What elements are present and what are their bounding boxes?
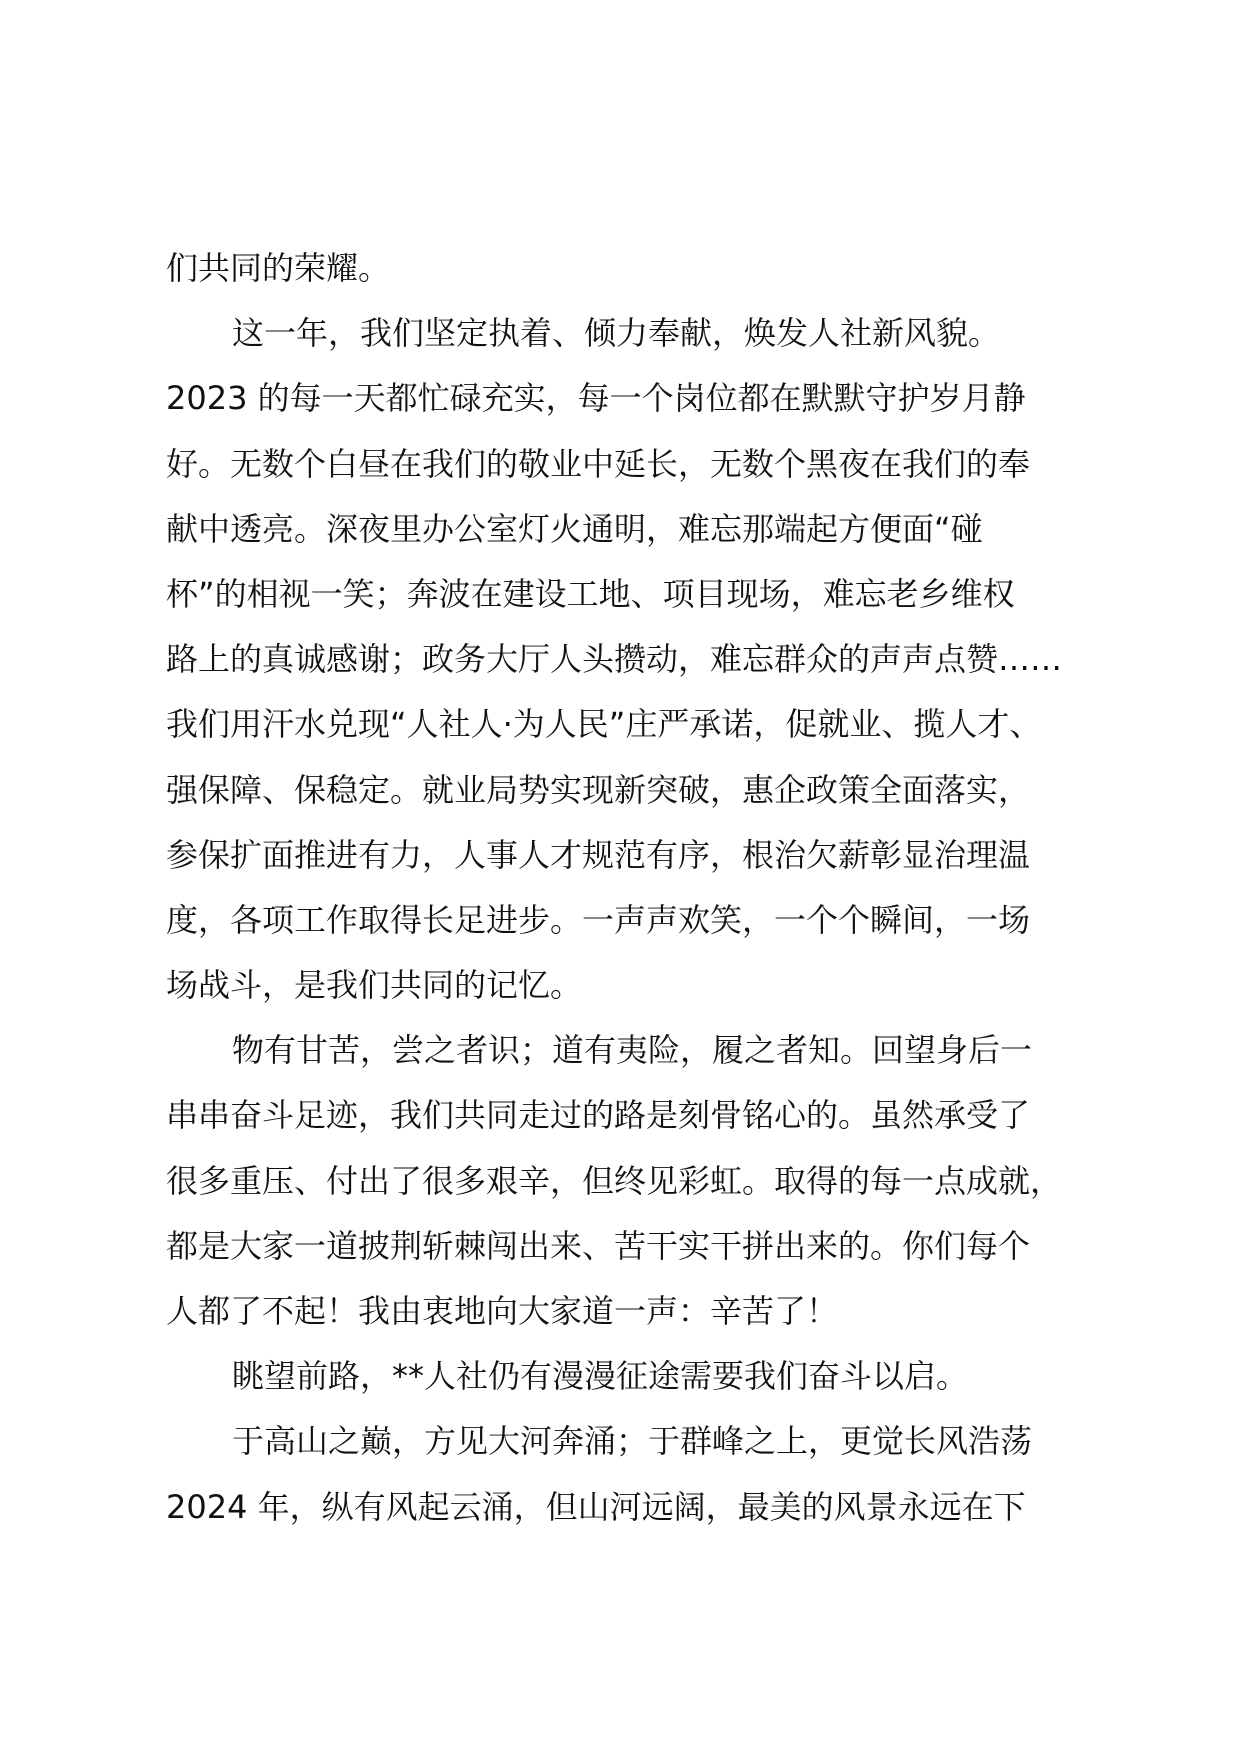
text-line: 好。无数个白昼在我们的敬业中延长，无数个黑夜在我们的奉 bbox=[166, 444, 1031, 483]
text-line: 献中透亮。深夜里办公室灯火通明，难忘那端起方便面“碰 bbox=[166, 509, 983, 548]
text-line: 于高山之巅，方见大河奔涌；于群峰之上，更觉长风浩荡 bbox=[232, 1422, 1033, 1461]
text-line: 强保障、保稳定。就业局势实现新突破，惠企政策全面落实， bbox=[166, 770, 1031, 809]
text-line: 物有甘苦，尝之者识；道有夷险，履之者知。回望身后一 bbox=[232, 1031, 1033, 1070]
text-line: 参保扩面推进有力，人事人才规范有序，根治欠薪彰显治理温 bbox=[166, 835, 1031, 874]
text-line: 人都了不起！我由衷地向大家道一声：辛苦了！ bbox=[166, 1292, 839, 1330]
text-line: 眺望前路，**人社仍有漫漫征途需要我们奋斗以启。 bbox=[232, 1357, 969, 1396]
text-line: 场战斗，是我们共同的记忆。 bbox=[166, 966, 583, 1005]
text-line: 2023 的每一天都忙碌充实，每一个岗位都在默默守护岁月静 bbox=[166, 379, 1026, 418]
text-line: 我们用汗水兑现“人社人·为人民”庄严承诺，促就业、揽人才、 bbox=[166, 705, 1042, 744]
text-line: 这一年，我们坚定执着、倾力奉献，焕发人社新风貌。 bbox=[232, 314, 1001, 353]
text-line: 串串奋斗足迹，我们共同走过的路是刻骨铭心的。虽然承受了 bbox=[166, 1096, 1031, 1135]
text-line: 度，各项工作取得长足进步。一声声欢笑，一个个瞬间，一场 bbox=[166, 900, 1031, 939]
body-text bbox=[166, 236, 1126, 1540]
text-line: 们共同的荣耀。 bbox=[166, 249, 391, 287]
text-line: 很多重压、付出了很多艰辛，但终见彩虹。取得的每一点成就， bbox=[166, 1161, 1063, 1200]
text-line: 杯”的相视一笑；奔波在建设工地、项目现场，难忘老乡维权 bbox=[166, 574, 1015, 613]
text-line: 2024 年，纵有风起云涌，但山河远阔，最美的风景永远在下 bbox=[166, 1487, 1026, 1526]
text-line: 路上的真诚感谢；政务大厅人头攒动，难忘群众的声声点赞…… bbox=[166, 640, 1063, 679]
text-line: 都是大家一道披荆斩棘闯出来、苦干实干拼出来的。你们每个 bbox=[166, 1226, 1031, 1265]
